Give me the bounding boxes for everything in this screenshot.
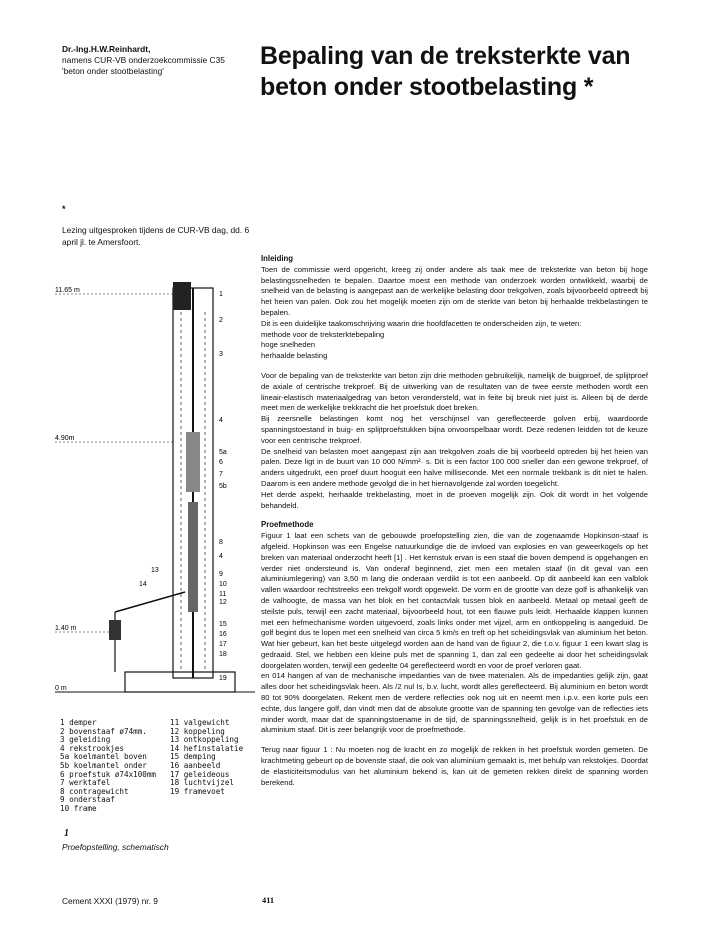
part-label: 4 — [219, 417, 223, 424]
page-number: 411 — [262, 896, 275, 905]
height-label: 11.65 m — [55, 287, 80, 294]
footnote-marker: * — [62, 204, 66, 214]
height-label: 1.40 m — [55, 625, 77, 632]
legend-item: 11 valgewicht — [170, 718, 230, 727]
part-label: 2 — [219, 317, 223, 324]
legend-item: 7 werktafel — [60, 778, 111, 788]
legend-item: 17 geleideous — [170, 769, 230, 779]
part-label: 11 — [219, 591, 227, 598]
section-heading: Proefmethode — [261, 520, 314, 530]
part-label: 1 — [219, 291, 223, 298]
part-label: 9 — [219, 571, 223, 578]
list-item: hoge snelheden — [261, 340, 316, 350]
paragraph: Dit is een duidelijke taakomschrijving waarin drie hoofdfacetten te onderscheiden zijn, te weten: — [261, 318, 582, 328]
part-label: 6 — [219, 459, 223, 466]
author-name: Dr.-Ing.H.W.Reinhardt, — [62, 44, 151, 54]
part-label: 15 — [219, 621, 227, 628]
legend-item: 14 hefinstalatie — [170, 743, 244, 753]
legend-right — [170, 719, 243, 796]
part-label: 19 — [219, 675, 227, 682]
paragraph: Toen de commissie werd opgericht, kreeg zij onder andere als taak mee de treksterkte van beton bij hoge belastingssnelheden te bepalen. Daartoe moest een methode van onderzoek worden ontwikkeld, waarbij de snelheid van de belasting is aangepast aan de werkelijke belasting door trekgolven, zoals bijvoorbeeld optreedt bij het heien van palen. Ook zou het mogelijk moeten zijn om de sterkte van beton bij herhaalde trekbelastingen te bepalen. — [261, 264, 648, 317]
part-label: 10 — [219, 581, 227, 588]
paragraph: De snelheid van belasten moet aangepast zijn aan trekgolven zoals die bij voorbeeld optreden bij het heien van palen. Deze ligt in de buurt van 10 000 N/mm²· s. Dit is een factor 100 000 sneller dan een gewone trekproef, of anders uitgedrukt, een proef duurt hooguit een halve milliseconde. Met een normale trekbank is dit niet te halen. Daarom is een andere methode gevolgd die in het hiernavolgende zal worden toegelicht. — [261, 446, 648, 488]
part-label: 16 — [219, 631, 227, 638]
legend-item: 13 ontkoppeling — [170, 735, 239, 745]
legend-item: 2 bovenstaaf ø74mm. — [60, 726, 147, 736]
part-label: 5a — [219, 449, 227, 456]
paragraph: Figuur 1 laat een schets van de gebouwde proefopstelling zien, die van de zogenaamde Hopkinson-staaf is afgeleid. Hopkinson was een Engelse natuurkundige die de invloed van explosies en van geweerkogels op het breken van materiaal onderzocht heeft [1] . Het kernstuk ervan is een staaf die boven dempend is opgehangen en verder niet ondersteund is. Van onderaf beginnend, ziet men een metalen staaf (in dit geval van een aluminiumlegering) van 3,50 m lang die onderaan verdikt is tot een aanbeeld. Op dit aanbeeld kan een valblok vallen waardoor rechtstreeks een trekgolf wordt opgewekt. De vorm en de grootte van deze golf is afhankelijk van de valhoogte, de massa van het blok en het contactvlak tussen blok en aanbeeld. Metaal op metaal geeft de steilste puls, terwijl een zacht materiaal, bijvoorbeeld hout, tot een flauwe puls leidt. Herhaalde klappen kunnen met een hefmechanisme worden uitgevoerd, zoals links onder met vijzel, arm en ontkoppeling is aangeduid. De golf begint dus te lopen met een snelheid van circa 5 km/s en treft op het scheidingsvlak van aluminium het beton. Wat hier gebeurt, kan het beste uitgelegd worden aan de hand van de figuur 2, die t.o.v. figuur 1 een kwart slag is gedraaid. Stel, we hebben een kleine puls met de spanning 1, dan zal een gedeelte ai door het scheidingsvlak doorgelaten worden, terwijl een gedeelte 04 gereflecteerd wordt en voor de proef verloren gaat. — [261, 531, 648, 670]
journal-footer: Cement XXXI (1979) nr. 9 — [62, 896, 158, 906]
part-label: 5b — [219, 483, 227, 490]
paragraph: Terug naar figuur 1 : Nu moeten nog de kracht en zo mogelijk de rekken in het proefstuk worden gemeten. De krachtmeting gebeurt op de bovenste staaf, die ook van aluminium gemaakt is, met behulp van rekstokjes. Doordat de elasticiteitsmodulus van het aluminium bekend is, kan uit de gemeten rekken direkt de spanning worden berekend. — [261, 745, 648, 787]
author-committee: 'beton onder stootbelasting' — [62, 66, 164, 76]
part-label: 12 — [219, 599, 227, 606]
part-label: 4 — [219, 553, 223, 560]
paragraph: en 014 hangen af van de mechanische impedanties van de twee materialen. Als de impedanties gelijk zijn, gaat alles door het scheidingsvlak heen. Als /2 nul Is, b.v. lucht, wordt alles gereflecteerd. Bij aluminium en beton wordt 80 tot 90% doorgelaten. Rekent men de verdere reflecties ook nog uit en neemt men i.p.v. een korte puls een echte, dus langere golf, dan vindt men dat de absolute grootte van de spanning ten gevolge van de reflecties iets minder wordt, maar dat de spanningstoename in de tijd, de spanningssnelheid, gelijk is in het proefstuk en de aluminium staaf. Dit is zeer belangrijk voor de proefmethode. — [261, 671, 648, 735]
part-label: 3 — [219, 351, 223, 358]
part-label: 18 — [219, 651, 227, 658]
part-label: 8 — [219, 539, 223, 546]
legend-item: 10 frame — [60, 803, 97, 813]
part-labels-right — [219, 291, 227, 682]
part-label: 17 — [219, 641, 227, 648]
legend-item: 9 onderstaaf — [60, 795, 115, 805]
part-label: 7 — [219, 471, 223, 478]
part-label: 13 — [151, 567, 159, 574]
paragraph: Voor de bepaling van de treksterkte van beton zijn drie methoden gebruikelijk, namelijk de buigproef, de splijtproef de axiale of centrische trekproef. Bij de uitwerking van de resultaten van de twee eerste methoden wordt een lineair-elastisch materiaalgedrag van beton verondersteld, wat in feite bij breuk niet juist is. Alleen bij de derde meet men de werkelijke trekkracht die het proefstuk doet breken. — [261, 370, 648, 413]
legend-item: 4 rekstrookjes — [60, 743, 125, 753]
legend-item: 15 demping — [170, 752, 216, 762]
paragraph: Het derde aspekt, herhaalde trekbelasting, moet in de proeven mogelijk zijn. Ook dit wordt in het volgende behandeld. — [261, 489, 648, 510]
legend-item: 16 aanbeeld — [170, 760, 221, 770]
legend-item: 8 contragewicht — [60, 786, 129, 796]
legend-item: 19 framevoet — [170, 786, 225, 796]
article-body — [261, 254, 648, 788]
legend-item: 18 luchtvijzel — [170, 778, 235, 788]
legend-item: 5b koelmantel onder — [60, 760, 147, 770]
legend-item: 6 proefstuk ø74x100mm — [60, 769, 157, 779]
test-setup-schematic — [55, 282, 255, 702]
legend-item: 3 geleiding — [60, 735, 111, 745]
author-affiliation: namens CUR-VB onderzoekcommissie C35 — [62, 55, 225, 65]
height-label: 0 m — [55, 685, 67, 692]
height-label: 4.90m — [55, 435, 75, 442]
figure-caption: Proefopstelling, schematisch — [62, 842, 169, 852]
section-heading: Inleiding — [261, 254, 294, 263]
page-title: Bepaling van de treksterkte van beton onder stootbelasting * — [260, 42, 631, 101]
part-label: 14 — [139, 581, 147, 588]
list-item: methode voor de treksterktebepaling — [261, 329, 385, 339]
figure-number: 1 — [64, 828, 69, 839]
legend-item: 5a koelmantel boven — [60, 752, 147, 762]
legend-item: 1 demper — [60, 718, 97, 727]
list-item: herhaalde belasting — [261, 351, 328, 361]
footnote-text: Lezing uitgesproken tijdens de CUR-VB dag, dd. 6 april jl. te Amersfoort. — [62, 225, 250, 247]
paragraph: Bij zeersnelle belastingen komt nog het verschijnsel van gereflecteerde golven erbij, waardoorde spanningstoestand in buig- en splijtproefstukken bijna onvoorspelbaar wordt. Deze redenen leidden tot de keuze voor een centrische trekproef. — [261, 414, 648, 445]
legend-item: 12 koppeling — [170, 726, 225, 736]
author-block — [62, 44, 252, 77]
legend-left — [60, 719, 156, 814]
